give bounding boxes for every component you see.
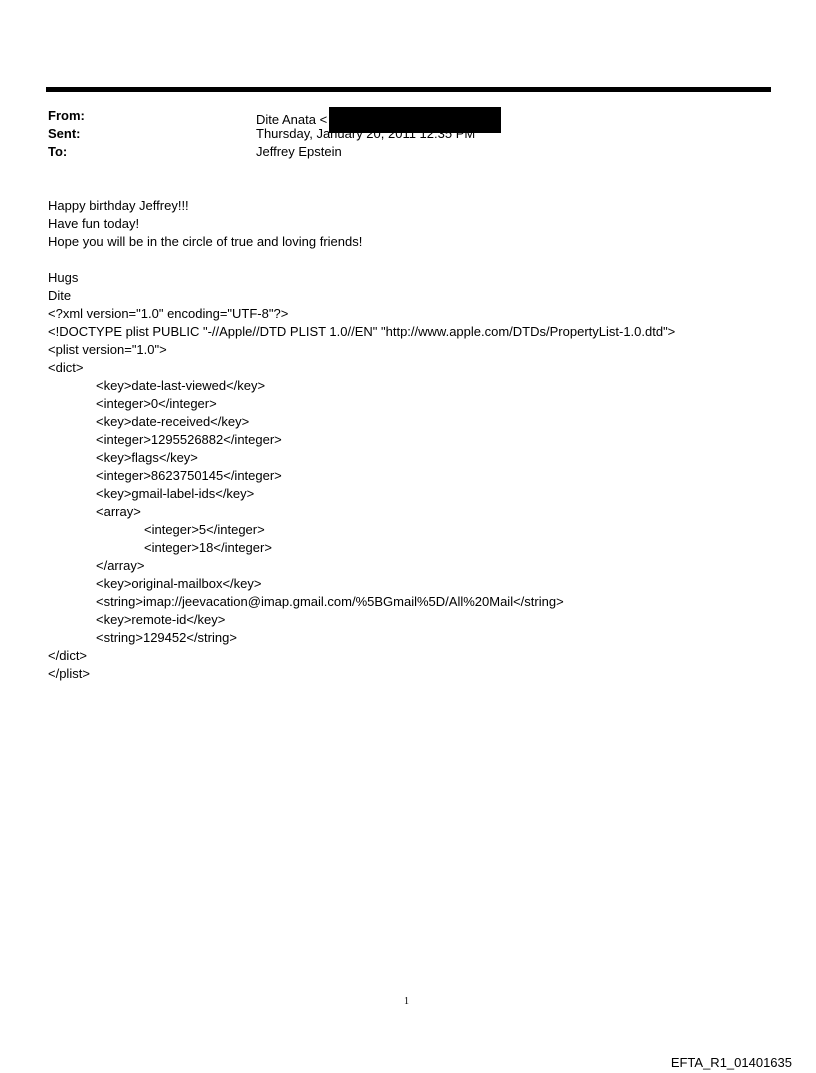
message-line: Hugs xyxy=(48,270,79,285)
message-line: Have fun today! xyxy=(48,216,140,231)
plist-line: <dict> xyxy=(48,360,84,375)
blank-line xyxy=(48,251,675,269)
page-number: 1 xyxy=(404,996,409,1007)
plist-line: </array> xyxy=(96,558,145,573)
plist-line: <integer>1295526882</integer> xyxy=(96,432,282,447)
sent-value: Thursday, January 20, 2011 12:35 PM xyxy=(256,126,476,141)
message-line: Dite xyxy=(48,288,72,303)
plist-line: <integer>18</integer> xyxy=(144,540,272,555)
plist-line: <key>gmail-label-ids</key> xyxy=(96,486,255,501)
plist-line: <integer>5</integer> xyxy=(144,522,265,537)
message-line: Hope you will be in the circle of true and loving friends! xyxy=(48,234,363,249)
plist-line: </plist> xyxy=(48,666,90,681)
sent-label: Sent: xyxy=(48,126,81,141)
header-divider xyxy=(46,87,771,92)
from-name: Dite Anata < xyxy=(256,112,328,127)
plist-line: <key>flags</key> xyxy=(96,450,198,465)
plist-line: <key>original-mailbox</key> xyxy=(96,576,262,591)
plist-line: </dict> xyxy=(48,648,88,663)
to-label: To: xyxy=(48,144,68,159)
plist-line: <key>date-last-viewed</key> xyxy=(96,378,266,393)
message-body xyxy=(48,197,675,683)
plist-line: <?xml version="1.0" encoding="UTF-8"?> xyxy=(48,306,289,321)
plist-line: <key>date-received</key> xyxy=(96,414,250,429)
document-id: EFTA_R1_01401635 xyxy=(670,1055,792,1070)
to-value: Jeffrey Epstein xyxy=(256,144,342,159)
message-line: Happy birthday Jeffrey!!! xyxy=(48,198,189,213)
plist-line: <array> xyxy=(96,504,141,519)
from-label: From: xyxy=(48,108,85,123)
plist-line: <string>imap://jeevacation@imap.gmail.com/%5BGmail%5D/All%20Mail</string> xyxy=(96,594,564,609)
plist-line: <!DOCTYPE plist PUBLIC "-//Apple//DTD PLIST 1.0//EN" "http://www.apple.com/DTDs/PropertyList-1.0.dtd"> xyxy=(48,324,676,339)
plist-line: <integer>0</integer> xyxy=(96,396,217,411)
plist-line: <key>remote-id</key> xyxy=(96,612,226,627)
plist-line: <string>129452</string> xyxy=(96,630,237,645)
plist-line: <integer>8623750145</integer> xyxy=(96,468,282,483)
plist-line: <plist version="1.0"> xyxy=(48,342,167,357)
